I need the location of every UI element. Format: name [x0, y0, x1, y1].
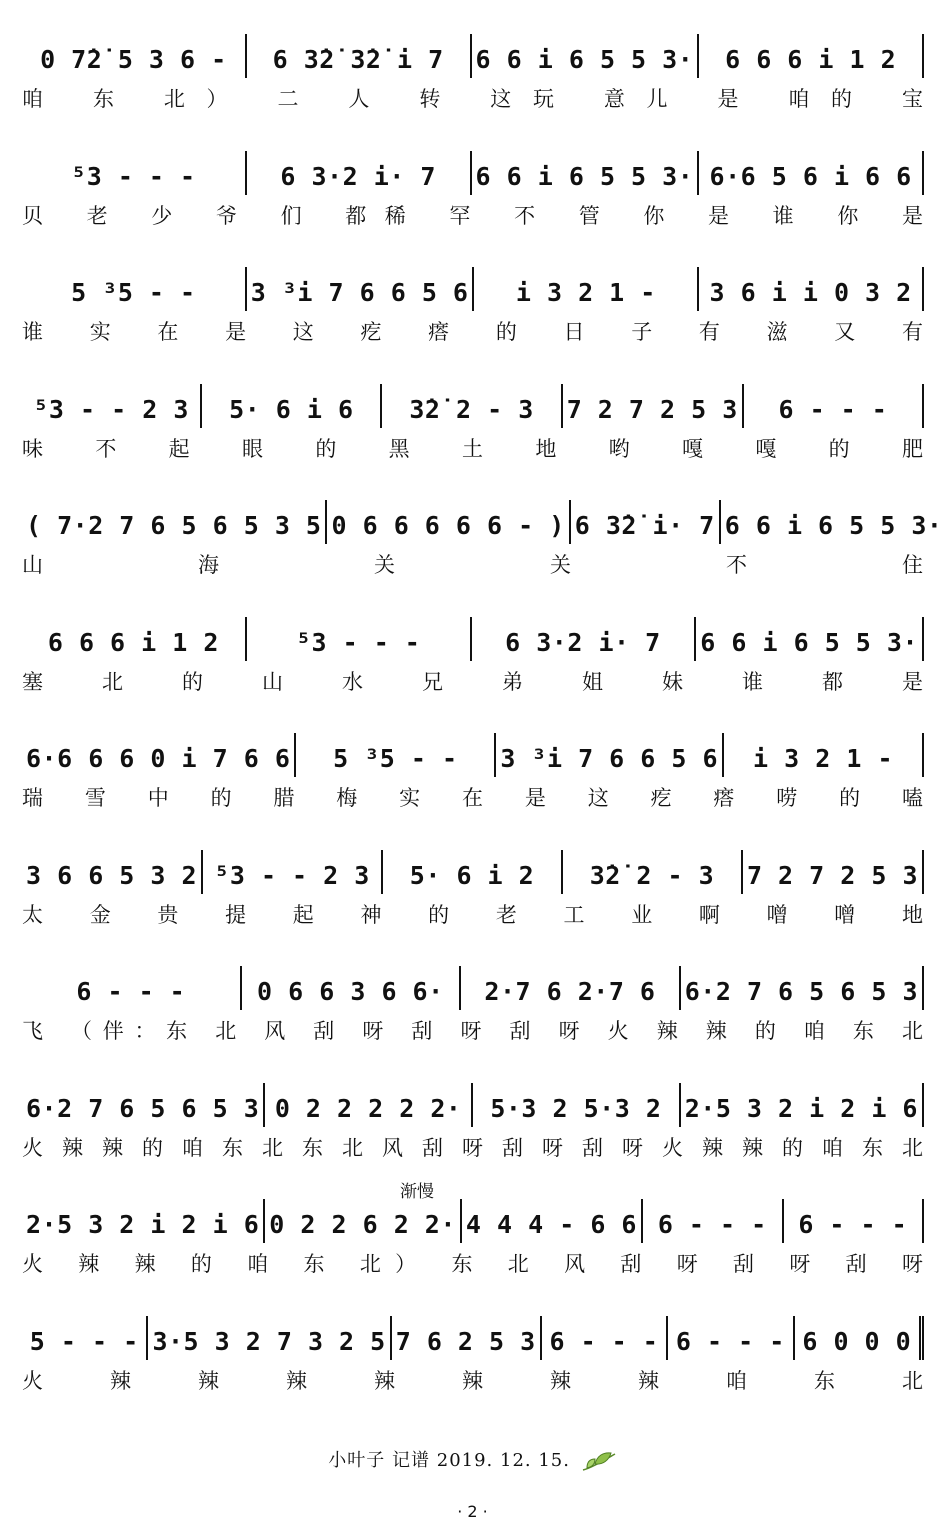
score-system — [22, 605, 924, 701]
measure — [542, 1316, 668, 1360]
measure-notes: 2·5 3 2 i 2 i 6 — [684, 1093, 918, 1123]
measure — [392, 1316, 542, 1360]
score-system — [22, 255, 924, 351]
measure-notes: 6·2 7 6 5 6 5 3 — [684, 977, 919, 1006]
measure-notes: 0 6 6 6 6 6 - ) — [331, 511, 565, 540]
measure — [22, 34, 247, 78]
lyrics-row — [22, 1243, 924, 1283]
lyrics-row — [22, 1010, 924, 1050]
measure-notes: 5 ³5 - - — [71, 278, 196, 307]
measure-notes: 6 - - - — [675, 1326, 785, 1356]
measure-notes: 6 - - - — [657, 1210, 767, 1239]
lyric-line: 火 辣 辣 的 咱 东 北） 东 北 风 刮 呀 刮 呀 刮 呀 — [22, 1252, 924, 1276]
measure-notes: 6 6 6 i 1 2 — [47, 627, 219, 657]
lyrics-row — [22, 544, 924, 584]
measure — [474, 267, 699, 311]
measure — [563, 850, 743, 894]
measure — [22, 1199, 265, 1243]
measure — [382, 384, 562, 428]
notation-row — [22, 139, 924, 195]
measure — [472, 34, 700, 78]
measure-notes: 7 6 2 5 3 — [395, 1326, 536, 1356]
measure-notes: 3·5 3 2 7 3 2 5 — [152, 1326, 386, 1356]
measure-notes: 3 6 i i 0 3 2 — [709, 278, 912, 307]
measure — [247, 34, 472, 78]
lyrics-row — [22, 894, 924, 934]
lyric-line: 太 金 贵 提 起 神 的 老 工 业 啊 噌 噌 地 — [22, 902, 924, 927]
measure-notes: 6·6 6 6 0 i 7 6 6 — [26, 744, 291, 773]
score-system — [22, 1304, 924, 1400]
measure — [743, 850, 924, 894]
measure — [22, 850, 203, 894]
measure-notes: 6 - - - — [778, 394, 888, 424]
notation-row — [22, 255, 924, 311]
score-system — [22, 954, 924, 1050]
measure — [327, 500, 570, 544]
measure-notes: 5· 6 i 2 — [409, 860, 535, 890]
measure — [721, 500, 945, 544]
measure-notes: 6 - - - — [76, 977, 186, 1006]
measure-notes: 6 3̇2̇ 3̇2̇ i 7 — [272, 45, 444, 74]
measure-notes: i 3 2 1 - — [753, 744, 893, 773]
measure — [22, 966, 242, 1010]
measure-notes: ⁵3 - - 2 3 — [214, 860, 370, 890]
lyric-line: 飞 （伴：东 北 风 刮 呀 刮 呀 刮 呀 火 辣 辣 的 咱 东 北 — [22, 1019, 924, 1043]
measure — [247, 267, 475, 311]
lyric-line: 火 辣 辣 的 咱 东 北 东 北 风 刮 呀 刮 呀 刮 呀 火 辣 辣 的 咱 东 北 — [22, 1135, 924, 1160]
measure — [22, 1316, 148, 1360]
score-system — [22, 1187, 924, 1283]
lyric-line: 山 海 关 关 不 住 — [22, 553, 924, 577]
measure — [784, 1199, 925, 1243]
lyrics-row — [22, 311, 924, 351]
lyrics-row — [22, 777, 924, 817]
measure — [461, 966, 681, 1010]
measure-notes: 3̇2̇ 2 - 3 — [589, 860, 715, 890]
measure — [696, 617, 924, 661]
transcriber-credit — [0, 1446, 945, 1472]
measure-notes: 6 6 i 6 5 5 3· — [700, 627, 919, 657]
score-system — [22, 22, 924, 118]
score-system — [22, 721, 924, 817]
lyrics-row — [22, 1127, 924, 1167]
measure — [472, 151, 700, 195]
tempo-marking: 渐慢 — [400, 1182, 434, 1202]
measure-notes: ⁵3 - - - — [295, 627, 421, 657]
measure-notes: i 3 2 1 - — [515, 278, 656, 307]
measure-notes: 0 7̇2̇ 5 3 6 - — [40, 45, 227, 74]
lyric-line: 瑞 雪 中 的 腊 梅 实 在 是 这 疙 瘩 唠 的 嗑 — [22, 786, 924, 810]
measure-notes: 6 6 i 6 5 5 3· — [475, 161, 694, 191]
score-system — [22, 372, 924, 468]
lyric-line: 塞 北 的 山 水 兄 弟 姐 妹 谁 都 是 — [22, 669, 924, 694]
score-system — [22, 838, 924, 934]
measure — [247, 617, 472, 661]
measure-notes: 0 2 2 2 2 2· — [274, 1093, 462, 1123]
measure-notes: ⁵3 - - - — [71, 161, 196, 191]
notation-row — [22, 1187, 924, 1243]
measure — [202, 384, 382, 428]
measure — [724, 733, 924, 777]
measure — [744, 384, 924, 428]
notation-row — [22, 22, 924, 78]
notation-row — [22, 1304, 924, 1360]
measure-notes: 5·3 2 5·3 2 — [490, 1093, 662, 1123]
measure — [22, 733, 296, 777]
measure — [242, 966, 462, 1010]
lyrics-row — [22, 428, 924, 468]
measure-notes: 7 2 7 2 5 3 — [566, 394, 738, 424]
measure — [265, 1199, 462, 1243]
lyric-line: 火 辣 辣 辣 辣 辣 辣 辣 咱 东 北 — [22, 1368, 924, 1393]
notation-row — [22, 721, 924, 777]
measure-notes: ⁵3 - - 2 3 — [33, 394, 189, 424]
measure-notes: 0 6 6 3 6 6· — [257, 977, 444, 1006]
lyrics-row — [22, 661, 924, 701]
lyric-line: 贝 老 少 爷 们 都稀 罕 不 管 你 是 谁 你 是 — [22, 203, 924, 228]
lyrics-row — [22, 195, 924, 235]
measure-notes: 3̇2̇ 2 - 3 — [409, 394, 534, 424]
lyrics-row — [22, 1360, 924, 1400]
measure-notes: 6 3·2 i· 7 — [280, 161, 436, 191]
measure-notes: ( 7·2 7 6 5 6 5 3 5 — [26, 511, 322, 540]
measure — [462, 1199, 643, 1243]
measure — [699, 267, 924, 311]
measure — [203, 850, 383, 894]
measure-notes: 3 ³i 7 6 6 5 6 — [500, 744, 719, 773]
measure — [22, 617, 247, 661]
measure-notes: 6 0 0 0 — [802, 1326, 912, 1356]
credit-text: 小叶子 记谱 2019. 12. 15. — [328, 1450, 570, 1471]
leaf-icon — [581, 1450, 617, 1472]
measure — [472, 617, 697, 661]
measure — [22, 267, 247, 311]
measure — [496, 733, 724, 777]
notation-row — [22, 954, 924, 1010]
measure-notes: 6·2 7 6 5 6 5 3 — [26, 1093, 260, 1123]
measure-notes: 2·5 3 2 i 2 i 6 — [26, 1210, 260, 1239]
measure — [22, 1083, 265, 1127]
measure-notes: 4 4 4 - 6 6 — [465, 1210, 637, 1239]
measure-notes: 3 6 6 5 3 2 — [26, 860, 198, 890]
notation-row — [22, 605, 924, 661]
measure — [22, 151, 247, 195]
measure-notes: 6 3·2 i· 7 — [505, 627, 661, 657]
measure — [148, 1316, 391, 1360]
measure — [681, 1083, 924, 1127]
measure-notes: 6 6 i 6 5 5 3· — [475, 45, 694, 74]
measure — [795, 1316, 924, 1360]
measure-notes: 5 ³5 - - — [333, 744, 458, 773]
notation-row — [22, 372, 924, 428]
measure — [571, 500, 721, 544]
measure-notes: 7 2 7 2 5 3 — [746, 860, 919, 890]
measure — [383, 850, 563, 894]
page-number: · 2 · — [457, 1502, 488, 1521]
notation-row — [22, 488, 943, 544]
measure — [247, 151, 472, 195]
measure — [563, 384, 744, 428]
measure-notes: 6 - - - — [549, 1326, 659, 1356]
measure-notes: 6 - - - — [798, 1210, 908, 1239]
measure — [22, 384, 202, 428]
measure — [681, 966, 924, 1010]
score-system — [22, 488, 943, 584]
lyric-line: 味 不 起 眼 的 黑 土 地 哟 嘎 嘎 的 肥 — [22, 436, 924, 461]
measure — [668, 1316, 794, 1360]
measure-notes: 6 6 i 6 5 5 3· — [724, 511, 943, 540]
measure — [296, 733, 496, 777]
measure-notes: 6 6 6 i 1 2 — [725, 45, 897, 74]
measure-notes: 5· 6 i 6 — [229, 394, 354, 424]
measure — [473, 1083, 681, 1127]
score-system — [22, 1071, 924, 1167]
lyric-line: 谁 实 在 是 这 疙 瘩 的 日 子 有 滋 又 有 — [22, 320, 924, 344]
measure-notes: 6·6 5 6 i 6 6 — [709, 161, 912, 191]
measure-notes: 0 2 2 6 2 2· — [269, 1210, 456, 1239]
lyric-line: 咱 东 北） 二 人 转 这玩 意儿 是 咱的 宝 — [22, 87, 924, 111]
measure — [22, 500, 327, 544]
measure — [699, 34, 924, 78]
measure-notes: 5 - - - — [29, 1326, 139, 1356]
score-system — [22, 139, 924, 235]
notation-row — [22, 838, 924, 894]
notation-row — [22, 1071, 924, 1127]
measure — [265, 1083, 473, 1127]
measure-notes: 2·7 6 2·7 6 — [484, 977, 656, 1006]
measure-notes: 3 ³i 7 6 6 5 6 — [250, 278, 469, 307]
measure — [699, 151, 924, 195]
measure — [643, 1199, 784, 1243]
measure-notes: 6 3̇2̇ i· 7 — [574, 511, 715, 540]
lyrics-row — [22, 78, 924, 118]
